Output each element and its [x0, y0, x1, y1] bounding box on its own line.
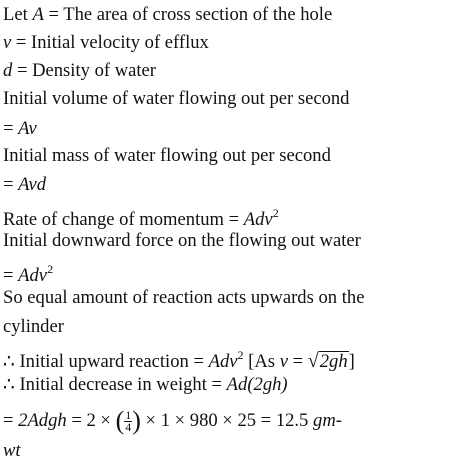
line-force-value: = Adv$^2$	[3, 262, 54, 286]
line-final-calculation: = 2Adgh = 2 × ( $\frac{1}{4}$ ) × 1 × 980 × 25 = 12.5 gm-	[3, 406, 342, 435]
line-define-velocity: v = Initial velocity of efflux	[3, 32, 209, 53]
line-force-heading: Initial downward force on the flowing out water	[3, 230, 361, 251]
line-mass-value: = Avd	[3, 174, 47, 195]
line-mass-heading: Initial mass of water flowing out per second	[3, 145, 331, 166]
square-root: √2gh	[307, 350, 348, 372]
line-cylinder: cylinder	[3, 316, 64, 337]
line-volume-value: = Av	[3, 118, 37, 139]
line-define-area: Let A = The area of cross section of the hole	[3, 4, 333, 25]
line-reaction-statement: So equal amount of reaction acts upwards on the	[3, 287, 365, 308]
line-weight-decrease: ∴ Initial decrease in weight = Ad(2gh)	[3, 374, 288, 395]
line-momentum-rate: Rate of change of momentum = Adv$^2$	[3, 206, 279, 230]
line-unit-continuation: wt	[3, 440, 21, 461]
line-define-density: d = Density of water	[3, 60, 156, 81]
radical-sign-icon: √	[307, 350, 319, 372]
fraction-one-quarter: $\frac{1}{4}$	[125, 408, 132, 435]
line-volume-heading: Initial volume of water flowing out per second	[3, 88, 350, 109]
line-upward-reaction: ∴ Initial upward reaction = Adv$^2$ [As v = √2gh]	[3, 348, 355, 372]
